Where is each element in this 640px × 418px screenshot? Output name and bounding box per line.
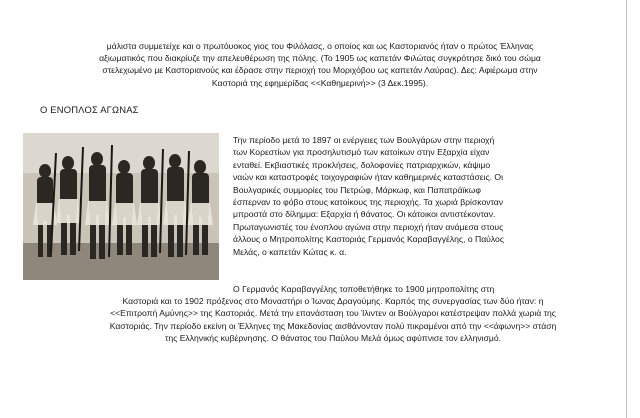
section-line: ενταθεί. Εκβιαστικές προκλήσεις, δολοφονίες πατριαρχικών, κάψιμο [233,159,491,170]
section-line: άλλους ο Μητροπολίτης Καστοριάς Γερμανός Καραβαγγέλης, ο Παύλος [233,234,504,245]
section-heading: Ο ΕΝΟΠΛΟΣ ΑΓΩΝΑΣ [40,104,139,115]
intro-line: μάλιστα συμμετείχε και ο πρωτόυοκος γιος του Φιλόλασς, ο οποίος και ως Καστοριανός ήταν ο πρώτος Έλληνας [106,41,534,51]
closing-line: Καστοριά και το 1902 πρόξενος στο Μοναστήρι ο Ίωνας Δραγούμης. Καρπός της συνεργασίας των δύο ήταν: η [122,296,544,307]
page-edge-divider [626,0,627,418]
closing-line: Ο Γερμανός Καραβαγγέλης τοποθετήθηκε το 1900 μητροπολίτης στη [233,284,495,294]
closing-line: Καστοριάς. Την περίοδο εκείνη οι Έλληνες της Μακεδονίας αισθάνονταν πολύ πικραμένοι από την <<άφωνη>> στάση [109,320,557,331]
section-line: Πρωταγωνιστές του ένοπλου αγώνα στην περιοχή ήταν ανάμεσα στους [233,221,504,232]
closing-line: της Ελληνικής κυβέρνησης. Ο θάνατος του Παύλου Μελά όμως αφύπνισε τον ελληνισμό. [164,332,502,343]
historical-fighters-photo [23,133,219,280]
intro-line: αξιωματικός που διακρίυζε την απελευθέρωση της πόλης. (Το 1905 ως καπετάν Φιλώτας συγκρότησε δικό του σώμα [99,53,541,64]
section-line: μπροστά στο δίλημμα: Εξαρχία ή θάνατος. Οι κάτοικοι αντιστέκονταν. [233,209,496,220]
section-line: Βουλγαρικές συμμορίες του Πετρώφ, Μάρκωφ, και Παπατράϊκωφ [233,184,481,195]
section-line: Μελάς, ο καπετάν Κώτας κ. α. [233,246,347,257]
armed-struggle-paragraph [233,134,504,258]
section-line: των Κορεστίων για προσηλυτισμό των κατοίκων στην Εξαρχία είχαν [233,147,490,158]
section-line: Την περίοδο μετά το 1897 οι ενέργειες των Βουλγάρων στην περιοχή [233,135,495,145]
section-line: ναών και καταστροφές τοιχογραφιών ήταν καθημερινές καταστάσεις. Οι [233,172,504,183]
closing-paragraph [40,283,626,344]
closing-line: <<Επιτροπή Αμύνης>> της Καστοριάς. Μετά την επανάσταση του Ίλιντεν οι Βούλγαροι κατέστρεψαν πολλά χωριά της [110,308,556,319]
intro-line: Καστοριά της εφημερίδας <<Καθημερινή>> (3 Δεκ.1995). [211,77,429,88]
intro-line: στελεχωμένο με Καστοριανούς και έδρασε στην περιοχή του Μοριχόβου ως καπετάν Λαύρας). Δες: Αφιέρωμα στην [102,65,538,76]
section-line: έσπερναν το φόβο στους κατοίκους της περιοχής. Τα χωριά βρίσκονταν [233,197,504,208]
intro-paragraph [27,40,613,89]
